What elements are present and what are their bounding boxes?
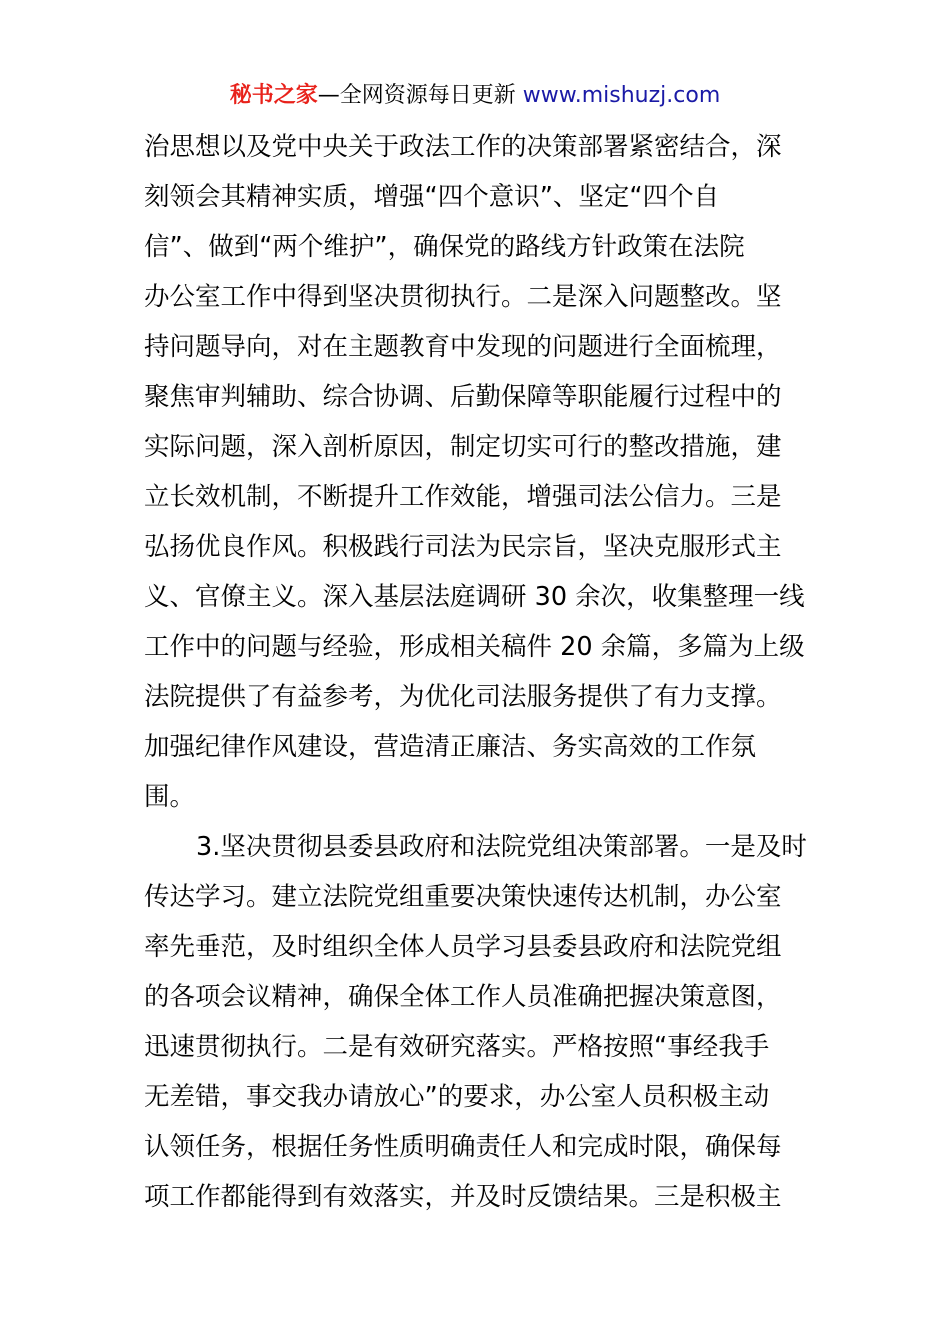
text-line: 聚焦审判辅助、综合协调、后勤保障等职能履行过程中的 <box>144 382 782 412</box>
text-line: 的各项会议精神，确保全体工作人员准确把握决策意图， <box>144 982 782 1012</box>
page-header <box>0 80 950 112</box>
text-line: 弘扬优良作风。积极践行司法为民宗旨，坚决克服形式主 <box>144 532 782 562</box>
text-line: 无差错，事交我办请放心”的要求，办公室人员积极主动 <box>144 1082 770 1112</box>
site-tagline: —全网资源每日更新 <box>317 83 516 108</box>
text-line: 治思想以及党中央关于政法工作的决策部署紧密结合，深 <box>144 132 782 162</box>
text-line: 项工作都能得到有效落实，并及时反馈结果。三是积极主 <box>144 1182 782 1212</box>
text-line: 办公室工作中得到坚决贯彻执行。二是深入问题整改。坚 <box>144 282 782 312</box>
text-line: 义、官僚主义。深入基层法庭调研 30 余次，收集整理一线 <box>144 582 805 612</box>
text-line: 刻领会其精神实质，增强“四个意识”、坚定“四个自 <box>144 182 720 212</box>
text-line: 传达学习。建立法院党组重要决策快速传达机制，办公室 <box>144 882 782 912</box>
site-brand: 秘书之家 <box>229 83 318 108</box>
section-heading-line: 3.坚决贯彻县委县政府和法院党组决策部署。一是及时 <box>196 832 807 862</box>
text-line: 率先垂范，及时组织全体人员学习县委县政府和法院党组 <box>144 932 782 962</box>
text-line: 立长效机制，不断提升工作效能，增强司法公信力。三是 <box>144 482 782 512</box>
text-line: 信”、做到“两个维护”，确保党的路线方针政策在法院 <box>144 232 745 262</box>
text-line: 围。 <box>144 782 196 812</box>
text-line: 法院提供了有益参考，为优化司法服务提供了有力支撑。 <box>144 682 782 712</box>
text-line: 工作中的问题与经验，形成相关稿件 20 余篇，多篇为上级 <box>144 632 805 662</box>
site-url[interactable]: www.mishuzj.com <box>522 83 721 108</box>
document-body <box>144 122 809 1222</box>
text-line: 持问题导向，对在主题教育中发现的问题进行全面梳理， <box>144 332 782 362</box>
text-line: 认领任务，根据任务性质明确责任人和完成时限，确保每 <box>144 1132 782 1162</box>
text-line: 实际问题，深入剖析原因，制定切实可行的整改措施，建 <box>144 432 782 462</box>
text-line: 迅速贯彻执行。二是有效研究落实。严格按照“事经我手 <box>144 1032 770 1062</box>
text-line: 加强纪律作风建设，营造清正廉洁、务实高效的工作氛 <box>144 732 757 762</box>
